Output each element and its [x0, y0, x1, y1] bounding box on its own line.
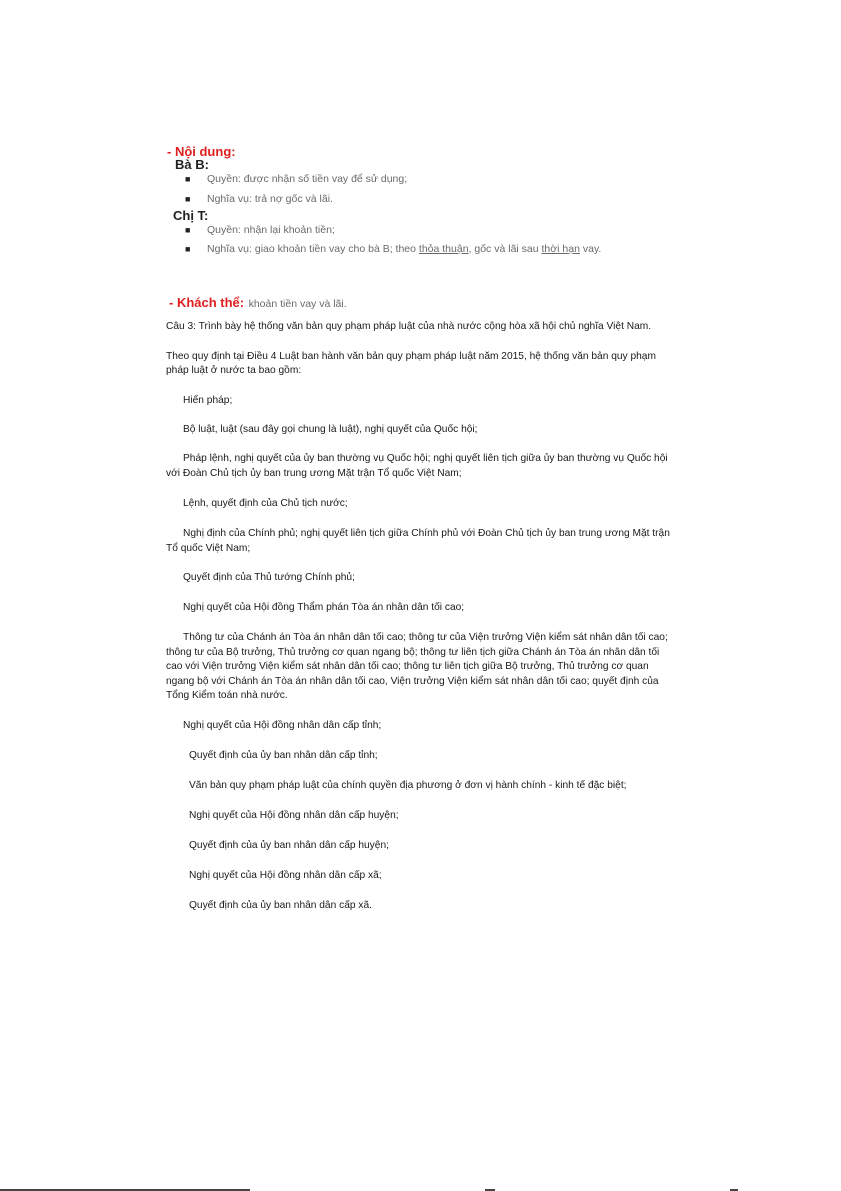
list-item: ■ Quyền: được nhận số tiền vay để sử dụng; [185, 173, 408, 185]
list-item: Quyết định của ủy ban nhân dân cấp tỉnh; [189, 750, 378, 761]
heading-content: - Nội dung: [167, 144, 236, 159]
person-t-list [165, 223, 675, 257]
bullet-icon: ■ [185, 225, 191, 235]
bullet-icon: ■ [185, 244, 191, 254]
list-item: Nghị quyết của Hội đồng nhân dân cấp huyện; [189, 810, 399, 821]
list-item: Nghị quyết của Hội đồng nhân dân cấp xã; [189, 870, 382, 881]
list-item: Pháp lệnh, nghị quyết của ủy ban thường vụ Quốc hội; nghị quyết liên tịch giữa ủy ban thường vụ Quốc hội với Đoàn Chủ tịch ủy ban trung ương Mặt trận Tổ quốc Việt Nam; [166, 453, 668, 479]
list-item: Nghị quyết của Hội đồng Thẩm phán Tòa án nhân dân tối cao; [183, 602, 465, 613]
heading-object: - Khách thể: [169, 295, 245, 310]
question-text: Câu 3: Trình bày hệ thống văn bản quy phạm pháp luật của nhà nước cộng hòa xã hội chủ nghĩa Việt Nam. [166, 321, 652, 332]
object-line [169, 294, 347, 312]
list-item: Thông tư của Chánh án Tòa án nhân dân tối cao; thông tư của Viện trưởng Viện kiểm sát nhân dân tối cao; thông tư của Bộ trưởng, Thủ trưởng cơ quan ngang bộ; thông tư liên tịch giữa Chánh án Tòa án nhân dân tối cao với Viện trưởng Viện kiểm sát nhân dân tối cao; thông tư liên tịch giữa Bộ trưởng, Thủ trưởng cơ quan ngang bộ với Chánh án Tòa án nhân dân tối cao, Viện trưởng Viện kiểm sát nhân dân tối cao; quyết định của Tổng Kiểm toán nhà nước. [166, 632, 668, 702]
list-item: Quyết định của ủy ban nhân dân cấp huyện; [189, 840, 389, 851]
person-b-list [165, 172, 675, 207]
intro-text: Theo quy định tại Điều 4 Luật ban hành văn bản quy phạm pháp luật năm 2015, hệ thống văn bản quy phạm pháp luật ở nước ta bao gồm: [166, 351, 656, 376]
person-t-label: Chị T: [173, 208, 209, 223]
list-item: Quyết định của Thủ tướng Chính phủ; [183, 572, 355, 583]
list-item: Lệnh, quyết định của Chủ tịch nước; [183, 498, 348, 509]
list-item: Quyết định của ủy ban nhân dân cấp xã. [189, 900, 372, 911]
list-item: Bộ luật, luật (sau đây gọi chung là luật), nghị quyết của Quốc hội; [183, 424, 478, 435]
embedded-image-block [165, 140, 675, 315]
list-item: ■ Nghĩa vụ: trả nợ gốc và lãi. [185, 193, 333, 205]
object-text: khoản tiền vay và lãi. [248, 298, 347, 310]
list-item: Hiến pháp; [183, 395, 233, 406]
list-item: Nghị quyết của Hội đồng nhân dân cấp tỉnh; [183, 720, 382, 731]
list-item: Nghị định của Chính phủ; nghị quyết liên tịch giữa Chính phủ với Đoàn Chủ tịch ủy ban trung ương Mặt trận Tổ quốc Việt Nam; [166, 528, 670, 554]
bullet-icon: ■ [185, 194, 191, 204]
list-item: ■ Quyền: nhận lại khoản tiền; [185, 224, 335, 236]
list-item: Văn bản quy phạm pháp luật của chính quyền địa phương ở đơn vị hành chính - kinh tế đặc biệt; [189, 780, 627, 791]
list-item: ■ Nghĩa vụ: giao khoản tiền vay cho bà B; theo thỏa thuận, gốc và lãi sau thời hạn vay. [185, 243, 602, 255]
bullet-icon: ■ [185, 174, 191, 184]
person-b-label: Bà B: [175, 157, 209, 172]
